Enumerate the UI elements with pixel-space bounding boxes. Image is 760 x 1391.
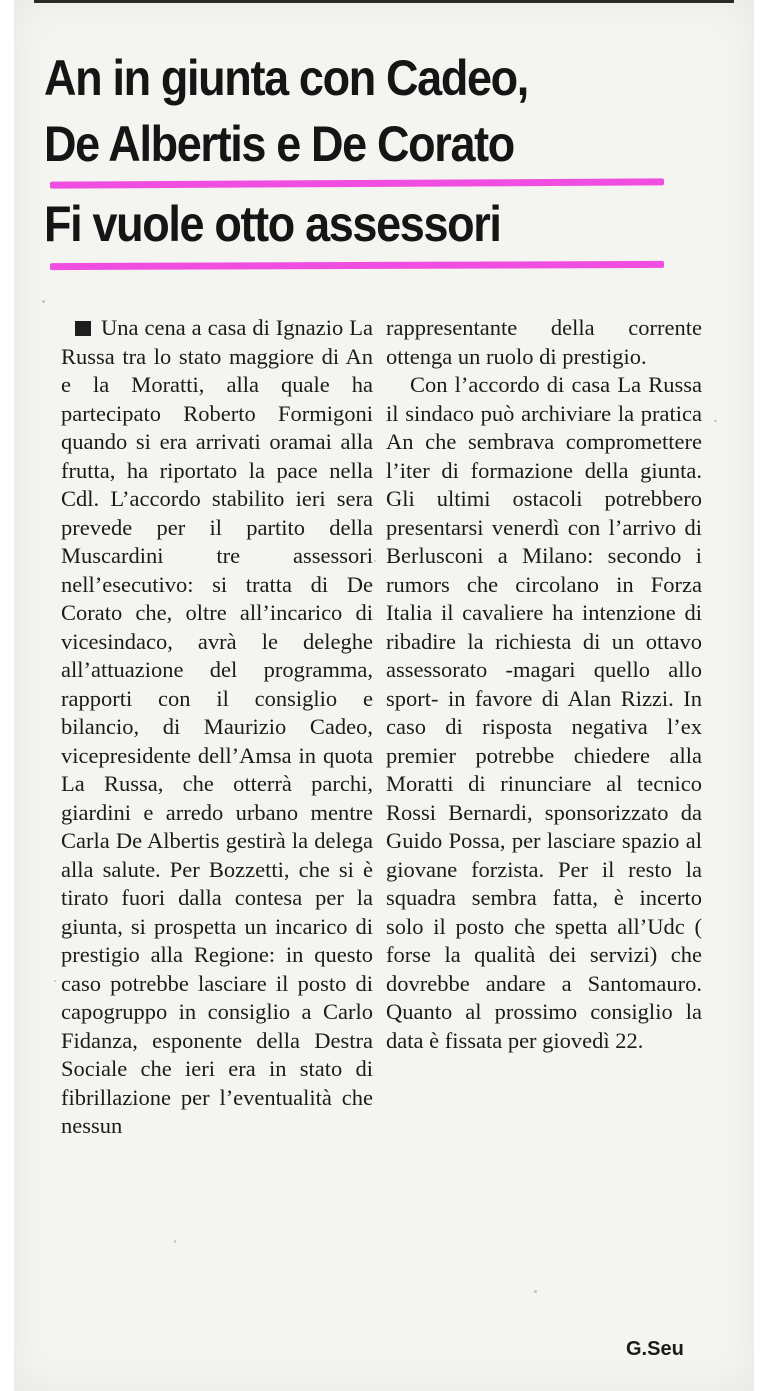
photocopy-speck — [374, 560, 376, 562]
square-bullet-icon — [75, 321, 91, 336]
highlighter-underline-2 — [50, 261, 664, 270]
article-column-left — [61, 314, 373, 1141]
photocopy-speck — [714, 420, 717, 422]
photocopy-speck — [174, 1240, 176, 1243]
newspaper-clipping — [14, 0, 754, 1391]
photocopy-speck — [42, 300, 45, 303]
article-paragraph — [61, 314, 373, 1141]
article-paragraph: Con l’accordo di casa La Russa il sindaco può archiviare la pratica An che sembrava compromettere l’iter di formazione della giunta. Gli ultimi ostacoli potrebbero presentarsi venerdì con l’arrivo di Berlusconi a Milano: secondo i rumors che circolano in Forza Italia il cavaliere ha intenzione di ribadire la richiesta di un ottavo assessorato -magari quello allo sport- in favore di Alan Rizzi. In caso di risposta negativa l’ex premier potrebbe chiedere alla Moratti di rinunciare al tecnico Rossi Bernardi, sponsorizzato da Guido Possa, per lasciare spazio al giovane forzista. Per il resto la squadra sembra fatta, è incerto solo il posto che spetta all’Udc ( forse la qualità dei servizi) che dovrebbe andare a Santomauro. Quanto al prossimo consiglio la data è fissata per giovedì 22. — [386, 372, 702, 1053]
byline: G.Seu — [626, 1338, 684, 1360]
headline-line-2: De Albertis e De Corato — [44, 116, 514, 172]
article-paragraph: rappresentante della corrente ottenga un ruolo di prestigio. — [386, 315, 702, 369]
headline-line-3: Fi vuole otto assessori — [44, 196, 501, 252]
headline — [44, 46, 734, 256]
paragraph-text: Una cena a casa di Ignazio La Russa tra lo stato maggiore di An e la Moratti, alla quale ha partecipato Roberto Formigoni quando si era arrivati oramai alla frutta, ha riportato la pace nella Cdl. L’accordo stabilito ieri sera prevede per il partito della Muscardini tre assessori nell’esecutivo: si tratta di De Corato che, oltre all’incarico di vicesindaco, avrà le deleghe all’attuazione del programma, rapporti con il consiglio e bilancio, di Maurizio Cadeo, vicepresidente dell’Amsa in quota La Russa, che otterrà parchi, giardini e arredo urbano mentre Carla De Albertis gestirà la delega alla salute. Per Bozzetti, che si è tirato fuori dalla contesa per la giunta, si prospetta un incarico di prestigio alla Regione: in questo caso potrebbe lasciare il posto di capogruppo in consiglio a Carlo Fidanza, esponente della Destra Sociale che ieri era in stato di fibrillazione per l’eventualità che nessun — [61, 315, 373, 1138]
top-rule — [34, 0, 734, 3]
article-column-right — [386, 314, 702, 1055]
photocopy-speck — [534, 1290, 537, 1293]
photocopy-speck — [54, 980, 56, 982]
headline-line-1: An in giunta con Cadeo, — [44, 50, 528, 106]
